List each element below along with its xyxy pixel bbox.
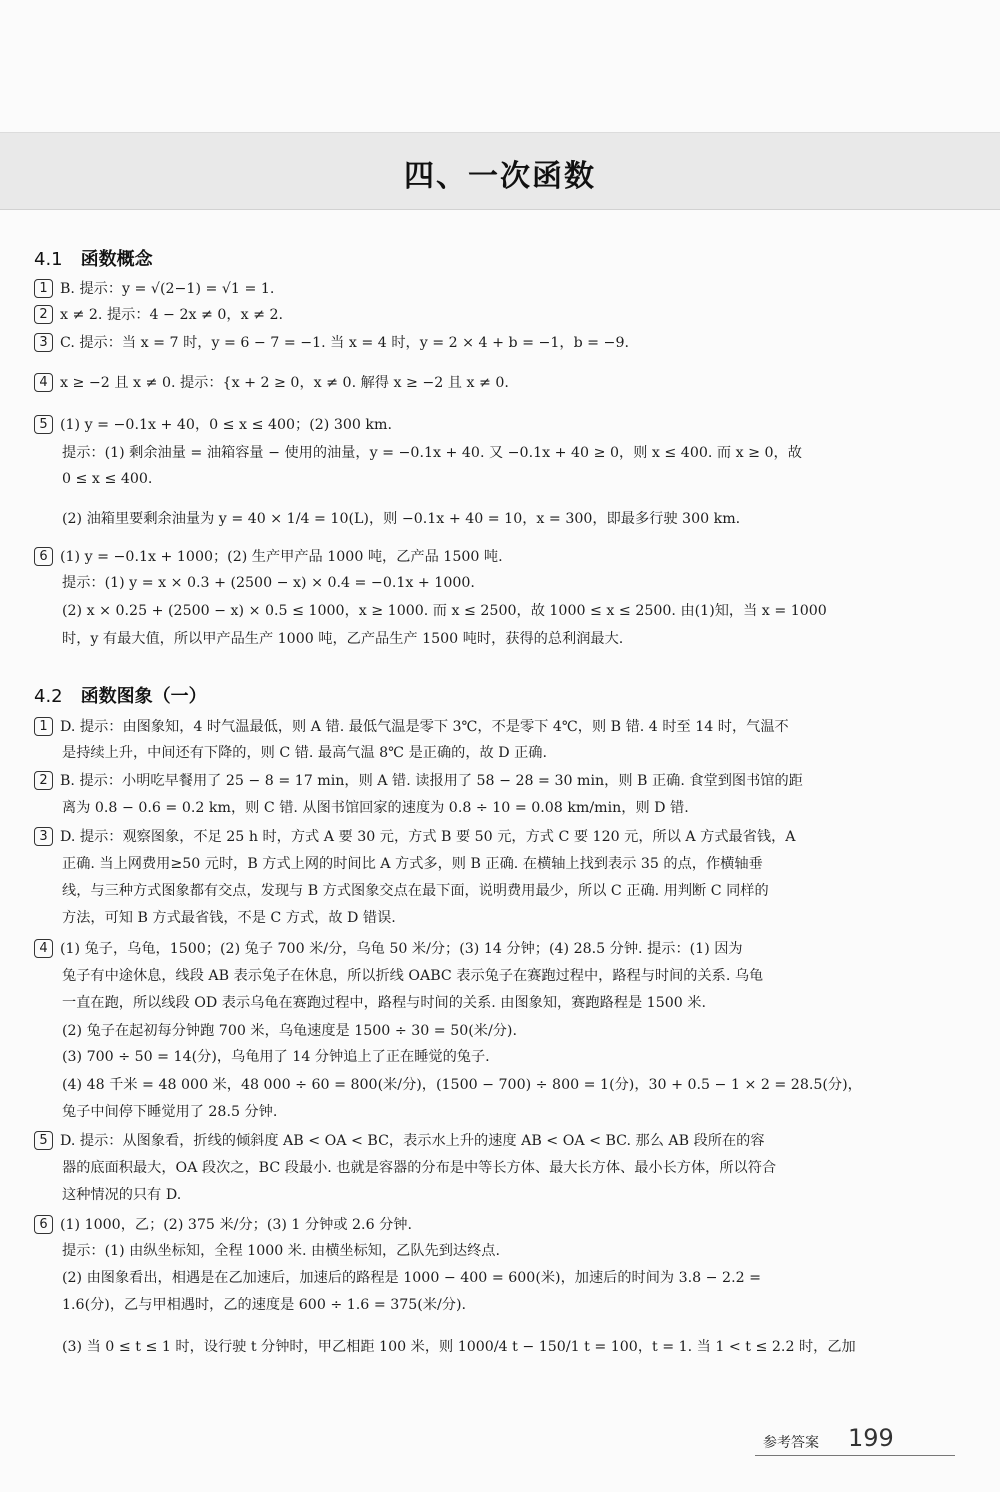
question-number: 1 [34,717,53,736]
answer-line [62,572,980,594]
answer-text: (2) 由图象看出，相遇是在乙加速后，加速后的路程是 1000 − 400 = 600(米)，加速后的时间为 3.8 − 2.2 = [62,1270,762,1286]
page-number: 199 [848,1424,894,1452]
answer-text: 线，与三种方式图象都有交点，发现与 B 方式图象交点在最下面，说明费用最少，所以 C 正确. 用判断 C 同样的 [62,883,769,899]
answer-line-q5 [34,1130,980,1152]
answer-text: 这种情况的只有 D. [62,1187,182,1203]
answer-line [62,1020,980,1042]
answer-line [62,600,980,622]
answer-text: 时，y 有最大值，所以甲产品生产 1000 吨，乙产品生产 1500 吨时，获得的总利润最大. [62,631,624,647]
answer-line-q2 [34,304,980,326]
answer-text: x ≥ −2 且 x ≠ 0. 提示：{x + 2 ≥ 0，x ≠ 0. 解得 x ≥ −2 且 x ≠ 0. [60,375,509,391]
question-number: 4 [34,373,53,392]
answer-line [62,992,980,1014]
answer-text: 是持续上升，中间还有下降的，则 C 错. 最高气温 8℃ 是正确的，故 D 正确. [62,745,547,761]
answer-line [62,442,980,464]
answer-line [62,907,980,929]
answer-line [62,1046,980,1068]
answer-text: (2) 油箱里要剩余油量为 y = 40 × 1/4 = 10(L)，则 −0.1x + 40 = 10，x = 300，即最多行驶 300 km. [62,511,741,527]
answer-line-q4 [34,372,980,394]
answer-line [62,1101,980,1123]
answer-line [62,853,980,875]
answer-line-q4 [34,938,980,960]
answer-line [62,1294,980,1316]
question-number: 1 [34,279,53,298]
answer-text: 一直在跑，所以线段 OD 表示乌龟在赛跑过程中，路程与时间的关系. 由图象知，赛跑路程是 1500 米. [62,995,706,1011]
answer-text: (4) 48 千米 = 48 000 米，48 000 ÷ 60 = 800(米/分)，(1500 − 700) ÷ 800 = 1(分)，30 + 0.5 − 1 × 2 = 28.5(分)， [62,1077,862,1093]
section-heading-4-1 [34,245,153,271]
answer-line [62,468,980,490]
answer-line [62,628,980,650]
question-number: 5 [34,415,53,434]
answer-text: (1) 1000，乙；(2) 375 米/分；(3) 1 分钟或 2.6 分钟. [60,1217,412,1233]
answer-text: (1) y = −0.1x + 40，0 ≤ x ≤ 400；(2) 300 km. [60,417,392,433]
answer-text: (3) 当 0 ≤ t ≤ 1 时，设行驶 t 分钟时，甲乙相距 100 米，则 1000/4 t − 150/1 t = 100，t = 1. 当 1 < t ≤ 2.2 时，乙加 [62,1339,856,1355]
answer-text: D. 提示：观察图象，不足 25 h 时，方式 A 要 30 元，方式 B 要 50 元，方式 C 要 120 元，所以 A 方式最省钱，A [60,829,796,845]
answer-text: (3) 700 ÷ 50 = 14(分)，乌龟用了 14 分钟追上了正在睡觉的兔子. [62,1049,490,1065]
answer-line [62,1074,980,1096]
answer-text: 方法，可知 B 方式最省钱，不是 C 方式，故 D 错误. [62,910,396,926]
answer-text: 提示：(1) 剩余油量 = 油箱容量 − 使用的油量，y = −0.1x + 40. 又 −0.1x + 40 ≥ 0，则 x ≤ 400. 而 x ≥ 0，故 [62,445,802,461]
answer-text: 0 ≤ x ≤ 400. [62,471,153,487]
answer-text: 1.6(分)，乙与甲相遇时，乙的速度是 600 ÷ 1.6 = 375(米/分). [62,1297,467,1313]
answer-line [62,880,980,902]
answer-line-q3 [34,826,980,848]
section-title: 函数图象（一） [80,686,207,707]
answer-line [62,1240,980,1262]
answer-text: 器的底面积最大，OA 段次之，BC 段最小. 也就是容器的分布是中等长方体、最大长方体、最小长方体，所以符合 [62,1160,777,1176]
question-number: 5 [34,1131,53,1150]
question-number: 3 [34,827,53,846]
answer-text: C. 提示：当 x = 7 时，y = 6 − 7 = −1. 当 x = 4 时，y = 2 × 4 + b = −1，b = −9. [60,335,629,351]
answer-text: B. 提示：y = √(2−1) = √1 = 1. [60,281,275,297]
answer-text: (1) y = −0.1x + 1000；(2) 生产甲产品 1000 吨，乙产品 1500 吨. [60,549,503,565]
answer-text: (1) 兔子，乌龟，1500；(2) 兔子 700 米/分，乌龟 50 米/分；(3) 14 分钟；(4) 28.5 分钟. 提示：(1) 因为 [60,941,743,957]
answer-text: D. 提示：从图象看，折线的倾斜度 AB < OA < BC，表示水上升的速度 AB < OA < BC. 那么 AB 段所在的容 [60,1133,765,1149]
answer-text: B. 提示：小明吃早餐用了 25 − 8 = 17 min，则 A 错. 读报用了 58 − 28 = 30 min，则 B 正确. 食堂到图书馆的距 [60,773,803,789]
answer-line-q6 [34,1214,980,1236]
answer-line [62,1157,980,1179]
answer-line [62,1336,980,1358]
answer-text: D. 提示：由图象知，4 时气温最低，则 A 错. 最低气温是零下 3℃，不是零下 4℃，则 B 错. 4 时至 14 时，气温不 [60,719,789,735]
answer-text: 提示：(1) y = x × 0.3 + (2500 − x) × 0.4 = −0.1x + 1000. [62,575,475,591]
answer-line [62,1267,980,1289]
question-number: 6 [34,547,53,566]
footer-label: 参考答案 [763,1435,819,1451]
answer-text: 兔子中间停下睡觉用了 28.5 分钟. [62,1104,278,1120]
section-number: 4.2 [34,686,63,707]
answer-text: 兔子有中途休息，线段 AB 表示兔子在休息，所以折线 OABC 表示兔子在赛跑过程中，路程与时间的关系. 乌龟 [62,968,764,984]
answer-text: (2) 兔子在起初每分钟跑 700 米，乌龟速度是 1500 ÷ 30 = 50(米/分). [62,1023,517,1039]
answer-line-q1 [34,278,980,300]
section-heading-4-2 [34,682,207,708]
footer-rule [755,1455,955,1456]
question-number: 3 [34,333,53,352]
answer-text: 离为 0.8 − 0.6 = 0.2 km，则 C 错. 从图书馆回家的速度为 0.8 ÷ 10 = 0.08 km/min，则 D 错. [62,800,689,816]
section-number: 4.1 [34,249,63,270]
chapter-banner [0,132,1000,210]
answer-text: x ≠ 2. 提示：4 − 2x ≠ 0，x ≠ 2. [60,307,284,323]
answer-line [62,508,980,530]
answer-line [62,1184,980,1206]
section-title: 函数概念 [80,249,153,270]
answer-line-q3 [34,332,980,354]
answer-line-q2 [34,770,980,792]
question-number: 2 [34,771,53,790]
answer-line [62,797,980,819]
answer-line [62,742,980,764]
answer-line-q1 [34,716,980,738]
answer-line-q5 [34,414,980,436]
question-number: 4 [34,939,53,958]
answer-text: 正确. 当上网费用≥50 元时，B 方式上网的时间比 A 方式多，则 B 正确. 在横轴上找到表示 35 的点，作横轴垂 [62,856,763,872]
answer-text: (2) x × 0.25 + (2500 − x) × 0.5 ≤ 1000，x ≥ 1000. 而 x ≤ 2500，故 1000 ≤ x ≤ 2500. 由(1)知，当 x = 1000 [62,603,827,619]
answer-line [62,965,980,987]
question-number: 2 [34,305,53,324]
chapter-title: 四、一次函数 [404,159,596,194]
answer-text: 提示：(1) 由纵坐标知，全程 1000 米. 由横坐标知，乙队先到达终点. [62,1243,500,1259]
question-number: 6 [34,1215,53,1234]
answer-line-q6 [34,546,980,568]
